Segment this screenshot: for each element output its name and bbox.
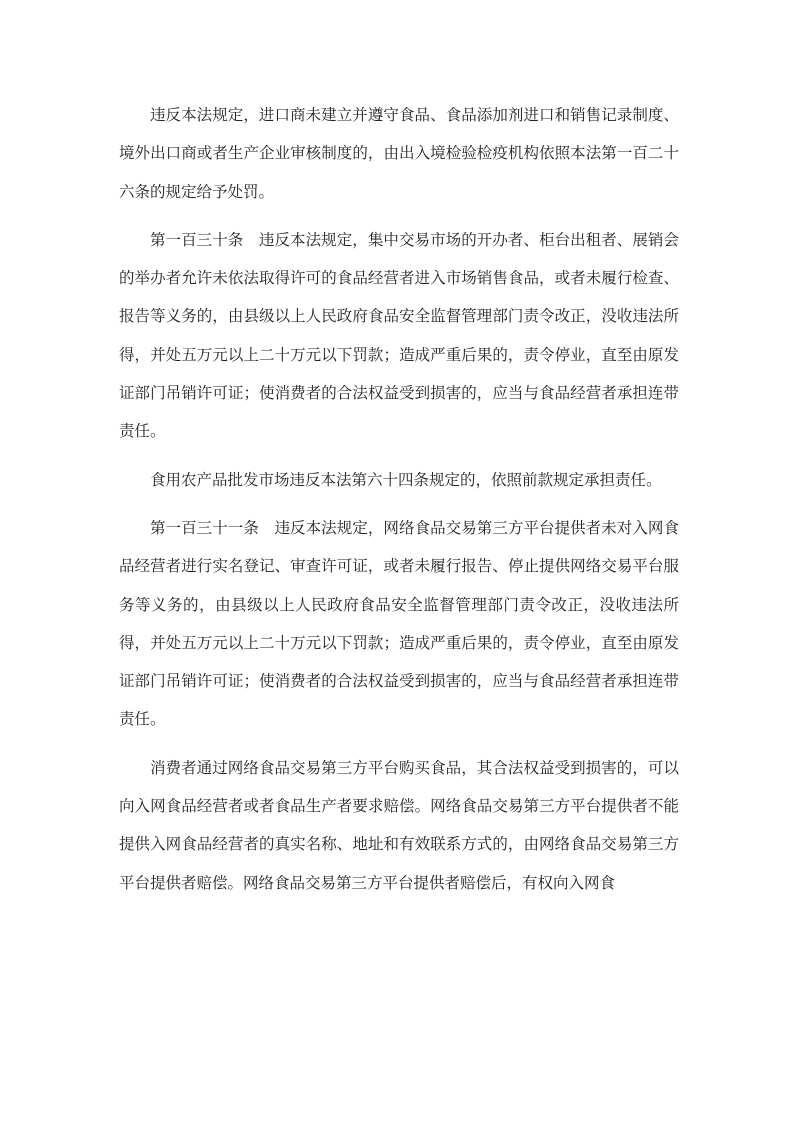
document-body (119, 96, 679, 902)
paragraph-article-130: 第一百三十条 违反本法规定，集中交易市场的开办者、柜台出租者、展销会的举办者允许未依法取得许可的食品经营者进入市场销售食品，或者未履行检查、报告等义务的，由县级以上人民政府食品安全监督管理部门责令改正，没收违法所得，并处五万元以上二十万元以下罚款；造成严重后果的，责令停业，直至由原发证部门吊销许可证；使消费者的合法权益受到损害的，应当与食品经营者承担连带责任。 (119, 230, 679, 441)
paragraph-wholesale-market: 食用农产品批发市场违反本法第六十四条规定的，依照前款规定承担责任。 (150, 470, 662, 489)
paragraph-article-131: 第一百三十一条 违反本法规定，网络食品交易第三方平台提供者未对入网食品经营者进行实名登记、审查许可证，或者未履行报告、停止提供网络交易平台服务等义务的，由县级以上人民政府食品安全监督管理部门责令改正，没收违法所得，并处五万元以上二十万元以下罚款；造成严重后果的，责令停业，直至由原发证部门吊销许可证；使消费者的合法权益受到损害的，应当与食品经营者承担连带责任。 (119, 518, 679, 729)
paragraph-consumer-compensation: 消费者通过网络食品交易第三方平台购买食品，其合法权益受到损害的，可以向入网食品经营者或者食品生产者要求赔偿。网络食品交易第三方平台提供者不能提供入网食品经营者的真实名称、地址和有效联系方式的，由网络食品交易第三方平台提供者赔偿。网络食品交易第三方平台提供者赔偿后，有权向入网食 (119, 758, 679, 892)
paragraph-import-records: 违反本法规定，进口商未建立并遵守食品、食品添加剂进口和销售记录制度、境外出口商或者生产企业审核制度的，由出入境检验检疫机构依照本法第一百二十六条的规定给予处罚。 (119, 106, 679, 201)
